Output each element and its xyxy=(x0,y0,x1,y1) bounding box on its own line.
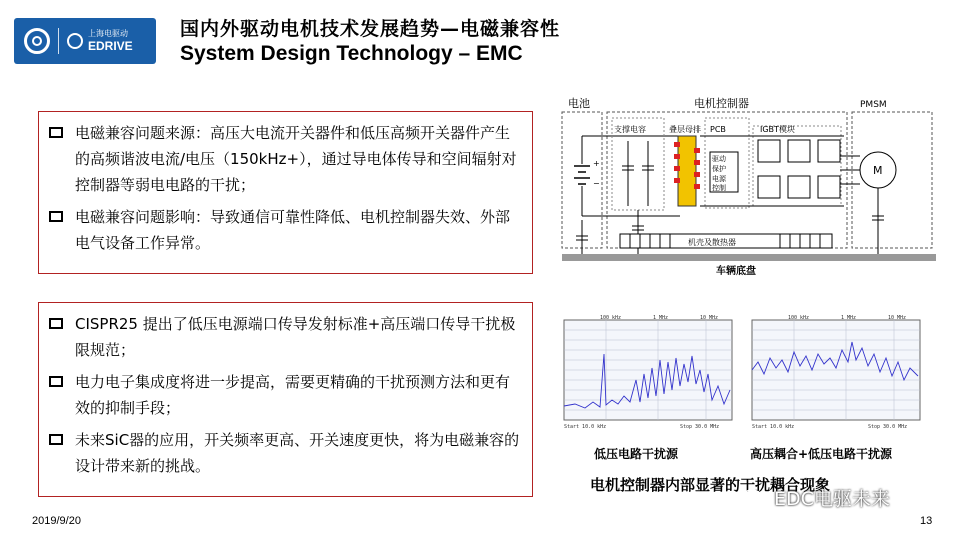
bullet-text: 电磁兼容问题来源：高压大电流开关器件和低压高频开关器件产生的高频谐波电流/电压（150kHz+），通过导电体传导和空间辐射对控制器等弱电电路的干扰； xyxy=(75,124,517,194)
plot-start-label: Start 10.0 kHz xyxy=(752,424,795,430)
bullet-item xyxy=(49,427,522,479)
axis-tick-1mhz: 1 MHz xyxy=(841,315,857,321)
figure-caption: 电机控制器内部显著的干扰耦合现象 xyxy=(590,476,831,494)
emc-source-box xyxy=(38,111,533,274)
bullet-item xyxy=(49,311,522,363)
emc-trend-box xyxy=(38,302,533,497)
driver-line-1: 驱动 xyxy=(712,155,726,163)
bullet-text: 电磁兼容问题影响：导致通信可靠性降低、电机控制器失效、外部电气设备工作异常。 xyxy=(75,208,511,252)
slide-number: 13 xyxy=(920,515,933,527)
laminated-busbar xyxy=(678,136,696,206)
pcb-label: PCB xyxy=(710,125,726,134)
plot-start-label: Start 10.0 kHz xyxy=(564,424,607,430)
bullet-square-icon xyxy=(49,127,63,138)
battery-symbol xyxy=(574,166,590,184)
cap-label: 支撑电容 xyxy=(614,125,646,134)
bullet-square-icon xyxy=(49,318,63,329)
controller-label: 电机控制器 xyxy=(694,97,749,110)
busbar-label: 叠层母排 xyxy=(669,125,701,134)
chassis-bar xyxy=(562,254,936,261)
axis-tick-100khz: 100 kHz xyxy=(788,315,810,321)
bullet-text: 电力电子集成度将进一步提高，需要更精确的干扰预测方法和更有效的抑制手段； xyxy=(75,373,511,417)
emc-system-schematic xyxy=(560,96,938,276)
plot-caption-hv-coupling: 高压耦合+低压电路干扰源 xyxy=(750,447,893,461)
axis-tick-10mhz: 10 MHz xyxy=(700,315,719,321)
bullet-item xyxy=(49,120,522,198)
plot-caption-low-voltage: 低压电路干扰源 xyxy=(594,447,679,461)
chassis-label: 车辆底盘 xyxy=(716,266,756,276)
driver-line-3: 电源 xyxy=(712,175,726,183)
motor-label: M xyxy=(873,164,883,177)
brand-mark-small-icon xyxy=(67,33,83,49)
slide-date: 2019/9/20 xyxy=(32,515,81,527)
watermark xyxy=(742,484,890,511)
bullet-text: CISPR25 提出了低压电源端口传导发射标准+高压端口传导干扰极限规范； xyxy=(75,315,516,359)
driver-line-2: 保护 xyxy=(712,165,726,173)
motor-leads xyxy=(840,156,860,184)
driver-line-4: 控制 xyxy=(712,184,726,192)
spectrum-plot-hv-coupling xyxy=(748,314,925,432)
logo-text-en: EDRIVE xyxy=(88,39,133,53)
spectrum-plot-low-voltage xyxy=(560,314,737,432)
axis-tick-1mhz: 1 MHz xyxy=(653,315,669,321)
logo-divider xyxy=(58,28,59,54)
brand-mark-icon xyxy=(24,28,50,54)
bullet-square-icon xyxy=(49,211,63,222)
logo-text xyxy=(88,30,133,52)
svg-text:−: − xyxy=(593,179,600,188)
bullet-square-icon xyxy=(49,434,63,445)
pmsm-label: PMSM xyxy=(860,100,887,110)
wechat-icon xyxy=(742,489,768,507)
capacitor-network xyxy=(622,141,654,206)
battery-label: 电池 xyxy=(568,97,590,110)
axis-tick-10mhz: 10 MHz xyxy=(888,315,907,321)
igbt-label: IGBT模块 xyxy=(760,125,795,134)
heatsink-label: 机壳及散热器 xyxy=(688,238,736,247)
plot-stop-label: Stop 30.0 MHz xyxy=(868,424,908,430)
svg-text:+: + xyxy=(593,159,600,168)
edrive-logo xyxy=(14,18,156,64)
bullet-item xyxy=(49,369,522,421)
bullet-square-icon xyxy=(49,376,63,387)
bullet-item xyxy=(49,204,522,256)
logo-text-cn: 上海电驱动 xyxy=(88,29,128,38)
slide-title-cn: 国内外驱动电机技术发展趋势—电磁兼容性 xyxy=(180,18,561,40)
plot-stop-label: Stop 30.0 MHz xyxy=(680,424,720,430)
axis-tick-100khz: 100 kHz xyxy=(600,315,622,321)
watermark-text: EDC电驱未来 xyxy=(774,488,890,510)
slide-title-en: System Design Technology – EMC xyxy=(180,42,523,65)
bullet-text: 未来SiC器的应用，开关频率更高、开关速度更快，将为电磁兼容的设计带来新的挑战。 xyxy=(75,431,520,475)
